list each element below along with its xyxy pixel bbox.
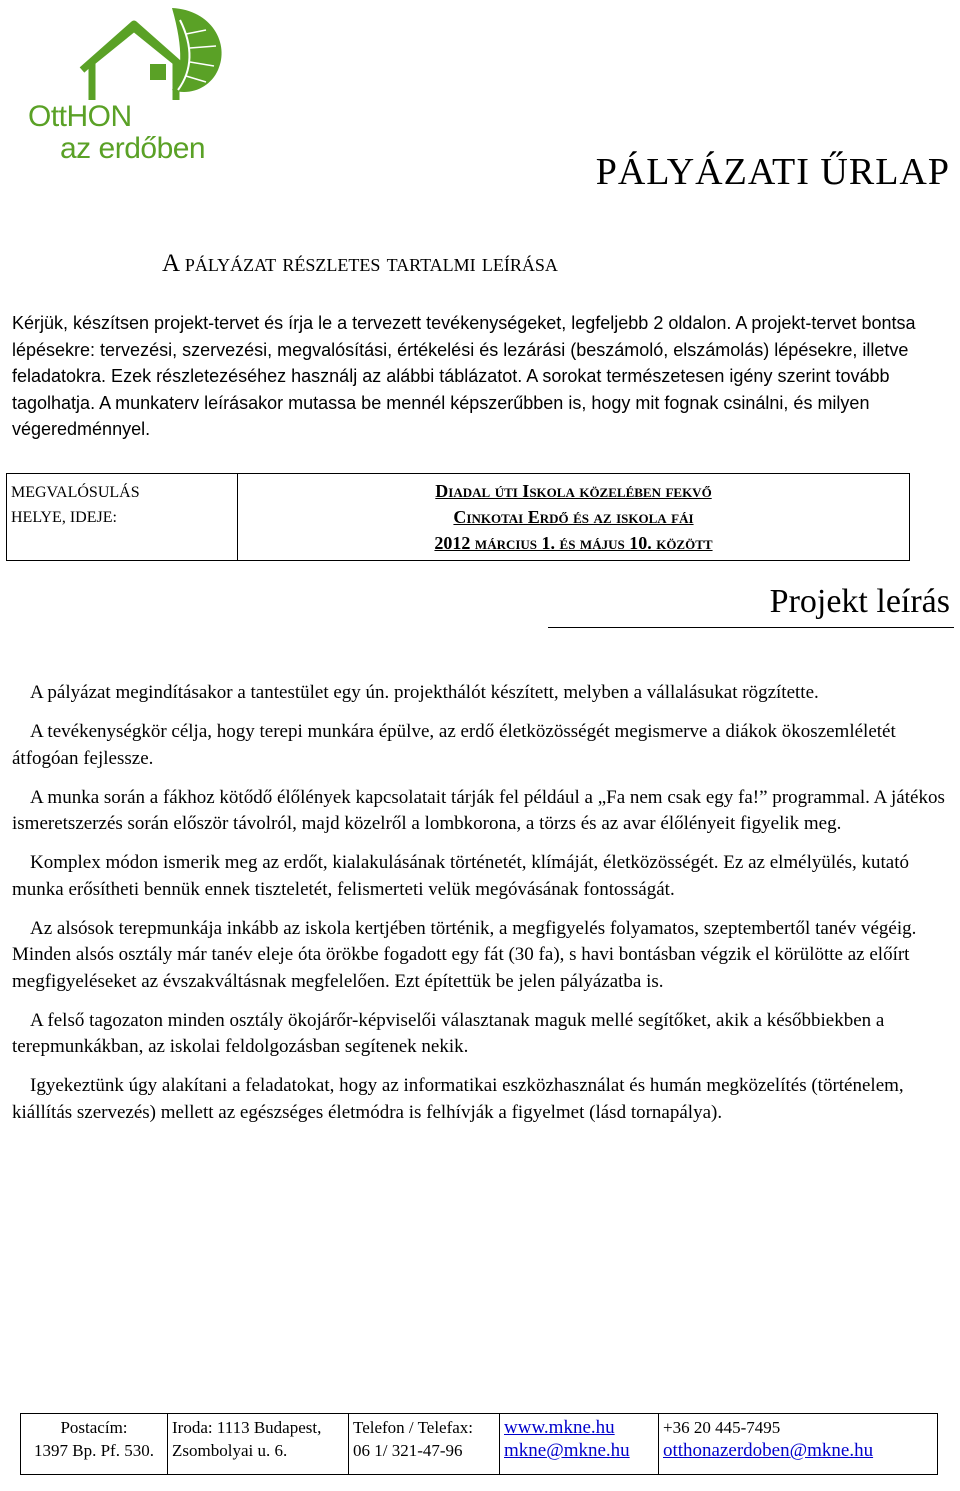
project-title-rule	[548, 627, 954, 628]
footer-phone-value: 06 1/ 321-47-96	[353, 1441, 463, 1460]
intro-text	[12, 310, 952, 443]
footer-office-cell	[168, 1414, 349, 1475]
footer-web-link[interactable]: www.mkne.hu	[504, 1417, 615, 1438]
project-paragraph: A felső tagozaton minden osztály ökojárőr-képviselői választanak maguk mellé segítőket, akik a későbbiekben a terepmunkákban, az iskolai feldolgozásban segítenek nekik.	[12, 1009, 885, 1057]
logo-text-line1: OttHON	[28, 100, 132, 133]
project-paragraph: A tevékenységkör célja, hogy terepi munkára épülve, az erdő életközösségét megismerve a diákok ökoszemléletét átfogóan fejlessze.	[12, 721, 896, 769]
footer-phone-label: Telefon / Telefax:	[353, 1418, 474, 1437]
project-paragraph: Igyekeztünk úgy alakítani a feladatokat, hogy az informatikai eszközhasználat és humán megközelítés (történelem, kiállítás szervezés) mellett az egészséges életmódra is felhívják a figyelmet (lásd tornapálya).	[12, 1075, 904, 1123]
location-value-line2: Cinkotai Erdő és az iskola fái	[453, 507, 694, 527]
footer-phone-cell	[349, 1414, 500, 1475]
location-label-line1: MEGVALÓSULÁS	[11, 484, 140, 501]
intro-paragraph: Kérjük, készítsen projekt-tervet és írja le a tervezett tevékenységeket, legfeljebb 2 oldalon. A projekt-tervet bontsa lépésekre: tervezési, szervezési, megvalósítási, értékelési és lezárási (beszámoló, elszámolás) lépésekre, illetve feladatokra. Ezek részletezéséhez használj az alábbi táblázatot. A sorokat természetesen igény szerint tovább tagolhatja. A munkaterv leírásakor mutassa be mennél képszerűbben is, hogy mit fognak csinálni, és milyen végeredménnyel.	[12, 313, 916, 439]
footer-web-cell	[500, 1414, 659, 1475]
project-paragraph: A munka során a fákhoz kötődő élőlények kapcsolatait tárják fel például a „Fa nem csak egy fa!” programmal. A játékos ismeretszerzés során először távolról, majd közelről a lombkorona, a törzs és az avar élőlényeit figyelik meg.	[12, 786, 945, 834]
footer-project-email-link[interactable]: otthonazerdoben@mkne.hu	[663, 1440, 874, 1461]
footer-mobile-cell	[659, 1414, 938, 1475]
section-title: A pályázat részletes tartalmi leírása	[162, 250, 558, 277]
footer-postal-value: 1397 Bp. Pf. 530.	[34, 1441, 154, 1460]
location-value-cell	[238, 474, 910, 561]
footer-contact-table	[20, 1413, 938, 1475]
project-body	[12, 680, 946, 1139]
footer-office-line2: Zsombolyai u. 6.	[172, 1441, 288, 1460]
house-tree-icon	[22, 4, 232, 114]
form-title: PÁLYÁZATI ŰRLAP	[595, 151, 950, 193]
project-paragraph: Az alsósok terepmunkája inkább az iskola kertjében történik, a megfigyelés folyamatos, szeptembertől tanév végéig. Minden alsós osztály már tanév eleje óta örökbe fogadott egy fát (30 fa), s havi bontásban végzik el körülötte az előírt megfigyeléseket az évszakváltásnak megfelelően. Ezt építettük be jelen pályázatba is.	[12, 917, 917, 992]
footer-postal-cell	[21, 1414, 168, 1475]
location-label-line2: HELYE, IDEJE:	[11, 509, 117, 526]
footer-office-line1: Iroda: 1113 Budapest,	[172, 1418, 322, 1437]
project-paragraph: A pályázat megindításakor a tantestület egy ún. projekthálót készített, melyben a vállalásukat rögzítette.	[30, 682, 819, 703]
location-label-cell	[7, 474, 238, 561]
project-paragraph: Komplex módon ismerik meg az erdőt, kialakulásának történetét, klímáját, életközösségét. Ez az elmélyülés, kutató munka erősítheti bennük ennek tiszteletét, felismerteti velük megóvásának fontosságát.	[12, 852, 909, 900]
location-value-line1: Diadal úti Iskola közelében fekvő	[435, 481, 712, 501]
logo	[22, 4, 232, 166]
footer-postal-label: Postacím:	[60, 1418, 128, 1437]
footer-mobile: +36 20 445-7495	[663, 1418, 781, 1437]
location-value-line3: 2012 március 1. és május 10. között	[434, 533, 713, 553]
footer-email-link[interactable]: mkne@mkne.hu	[504, 1440, 630, 1461]
location-table	[6, 473, 910, 561]
project-title: Projekt leírás	[769, 583, 950, 620]
logo-text-line2: az erdőben	[60, 132, 206, 165]
